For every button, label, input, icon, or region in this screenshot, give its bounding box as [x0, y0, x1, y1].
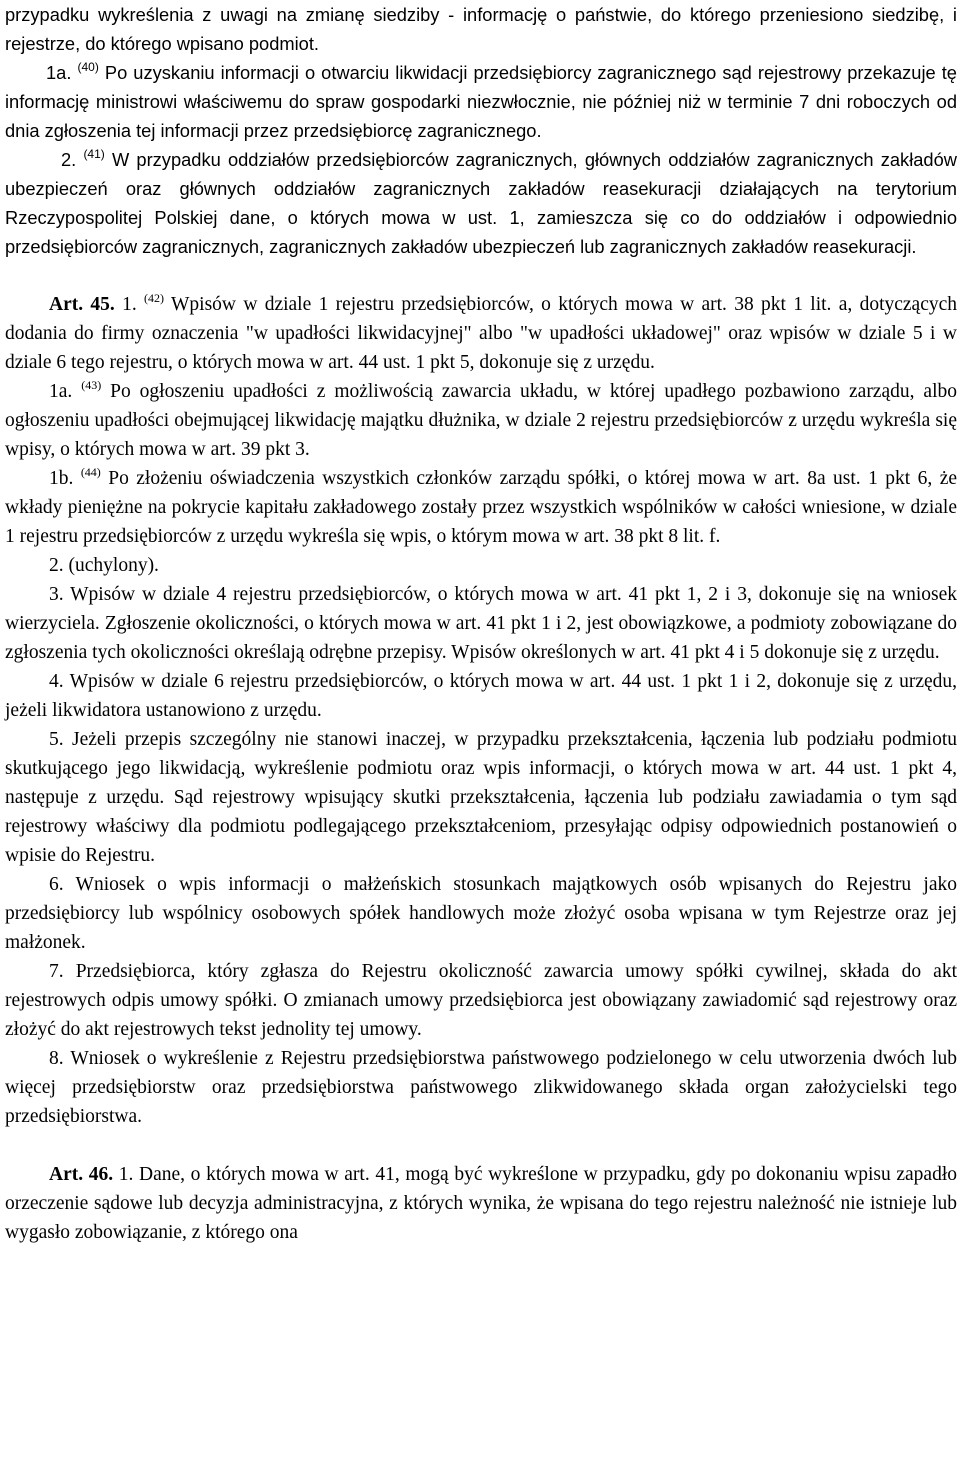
paragraph-p1-text: przypadku wykreślenia z uwagi na zmianę siedziby - informację o państwie, do którego przeniesiono siedzibę, i rejestrze, do którego wpisano podmiot.	[5, 4, 957, 54]
paragraph-7: 7. Przedsiębiorca, który zgłasza do Rejestru okoliczność zawarcia umowy spółki cywilnej, składa do akt rejestrowych odpis umowy spółki. O zmianach umowy przedsiębiorca jest obowiązany zawiadomić sąd rejestrowy oraz złożyć do akt rejestrowych tekst jednolity tej umowy.	[5, 961, 957, 1040]
para-number: 1b.	[49, 468, 74, 489]
footnote-ref: (40)	[77, 60, 99, 75]
paragraph-5: 5. Jeżeli przepis szczególny nie stanowi inaczej, w przypadku przekształcenia, łączenia lub podziału podmiotu skutkującego jego likwidacją, wykreślenie podmiotu oraz wpis informacji, o których mowa w art. 44 ust. 1 pkt 4, następuje z urzędu. Sąd rejestrowy wpisujący skutki przekształcenia, łączenia lub podziału zawiadamia o tym sąd rejestrowy właściwy dla podmiotu podlegającego przekształceniom, przesyłając odpisy odpowiednich postanowień o wpisie do Rejestru.	[5, 729, 957, 866]
footnote-ref: (43)	[81, 378, 102, 393]
paragraph-text: W przypadku oddziałów przedsiębiorców zagranicznych, głównych oddziałów zagranicznych zakładów ubezpieczeń oraz głównych oddziałów zagranicznych zakładów reasekuracji działających na terytorium Rzeczypospolitej Polskiej dane, o których mowa w ust. 1, zamieszcza się co do oddziałów i odpowiednio przedsiębiorców zagranicznych, zagranicznych zakładów ubezpieczeń lub zagranicznych zakładów reasekuracji.	[5, 149, 957, 257]
article-heading: Art. 46.	[49, 1164, 114, 1185]
paragraph-text: Wpisów w dziale 1 rejestru przedsiębiorców, o których mowa w art. 38 pkt 1 lit. a, dotyczących dodania do firmy oznaczenia "w upadłości likwidacyjnej" albo "w upadłości układowej" oraz wpisów w dziale 5 i w dziale 6 tego rejestru, o których mowa w art. 44 ust. 1 pkt 5, dokonuje się z urzędu.	[5, 294, 958, 373]
paragraph-2: 2. (uchylony).	[49, 555, 159, 576]
para-number: 1a.	[49, 381, 73, 402]
paragraph-4: 4. Wpisów w dziale 6 rejestru przedsiębiorców, o których mowa w art. 44 ust. 1 pkt 1 i 2, dokonuje się z urzędu, jeżeli likwidatora ustanowiono z urzędu.	[5, 671, 957, 721]
paragraph-1b-44	[5, 464, 957, 551]
paragraph-text: Po złożeniu oświadczenia wszystkich członków zarządu spółki, o której mowa w art. 8a ust. 1 pkt 6, że wkłady pieniężne na pokrycie kapitału zakładowego zostały przez wszystkich wspólników w całości wniesione, w dziale 1 rejestru przedsiębiorców z urzędu wykreśla się wpis, o którym mowa w art. 38 pkt 8 lit. f.	[5, 468, 958, 547]
paragraph-6: 6. Wniosek o wpis informacji o małżeńskich stosunkach majątkowych osób wpisanych do Rejestru jako przedsiębiorcy lub wspólnicy osobowych spółek handlowych może złożyć osoba wpisana w tym Rejestrze oraz jej małżonek.	[5, 874, 957, 953]
paragraph-text: Po uzyskaniu informacji o otwarciu likwidacji przedsiębiorcy zagranicznego sąd rejestrowy przekazuje tę informację ministrowi właściwemu do spraw gospodarki niezwłocznie, nie później niż w terminie 7 dni roboczych od dnia zgłoszenia tej informacji przez przedsiębiorcę zagranicznego.	[5, 62, 957, 141]
footnote-ref: (42)	[144, 291, 165, 306]
document-page	[5, 0, 957, 1247]
paragraph-3: 3. Wpisów w dziale 4 rejestru przedsiębiorców, o których mowa w art. 41 pkt 1, 2 i 3, dokonuje się na wniosek wierzyciela. Zgłoszenie okoliczności, o których mowa w art. 41 pkt 1 i 2, jest obowiązkowe, a podmioty zobowiązane do zgłoszenia tych okoliczności określają odrębne przepisy. Wpisów określonych w art. 41 pkt 4 i 5 dokonuje się z urzędu.	[5, 584, 957, 663]
paragraph-1a-40	[5, 58, 957, 145]
para-number: 1a.	[46, 62, 72, 83]
paragraph-p1	[5, 0, 957, 58]
paragraph-2-41	[5, 145, 957, 261]
article-46	[5, 1160, 957, 1247]
para-number: 1.	[122, 294, 137, 315]
footnote-ref: (44)	[80, 465, 101, 480]
footnote-ref: (41)	[83, 147, 105, 162]
paragraph-text: Po ogłoszeniu upadłości z możliwością zawarcia układu, w której upadłego pozbawiono zarządu, albo ogłoszeniu upadłości obejmującej likwidację majątku dłużnika, w dziale 2 rejestru przedsiębiorców z urzędu wykreśla się wpisy, o których mowa w art. 39 pkt 3.	[5, 381, 957, 460]
article-45	[5, 290, 957, 377]
paragraph-8: 8. Wniosek o wykreślenie z Rejestru przedsiębiorstwa państwowego podzielonego w celu utworzenia dwóch lub więcej przedsiębiorstw oraz przedsiębiorstwa państwowego zlikwidowanego składa organ założycielski tego przedsiębiorstwa.	[5, 1048, 957, 1127]
para-number: 2.	[61, 149, 77, 170]
article-heading: Art. 45.	[49, 294, 115, 315]
paragraph-text: 1. Dane, o których mowa w art. 41, mogą być wykreślone w przypadku, gdy po dokonaniu wpisu zapadło orzeczenie sądowe lub decyzja administracyjna, z których wynika, że wpisana do tego rejestru należność nie istnieje lub wygasło zobowiązanie, z którego ona	[5, 1164, 957, 1243]
paragraph-1a-43	[5, 377, 957, 464]
